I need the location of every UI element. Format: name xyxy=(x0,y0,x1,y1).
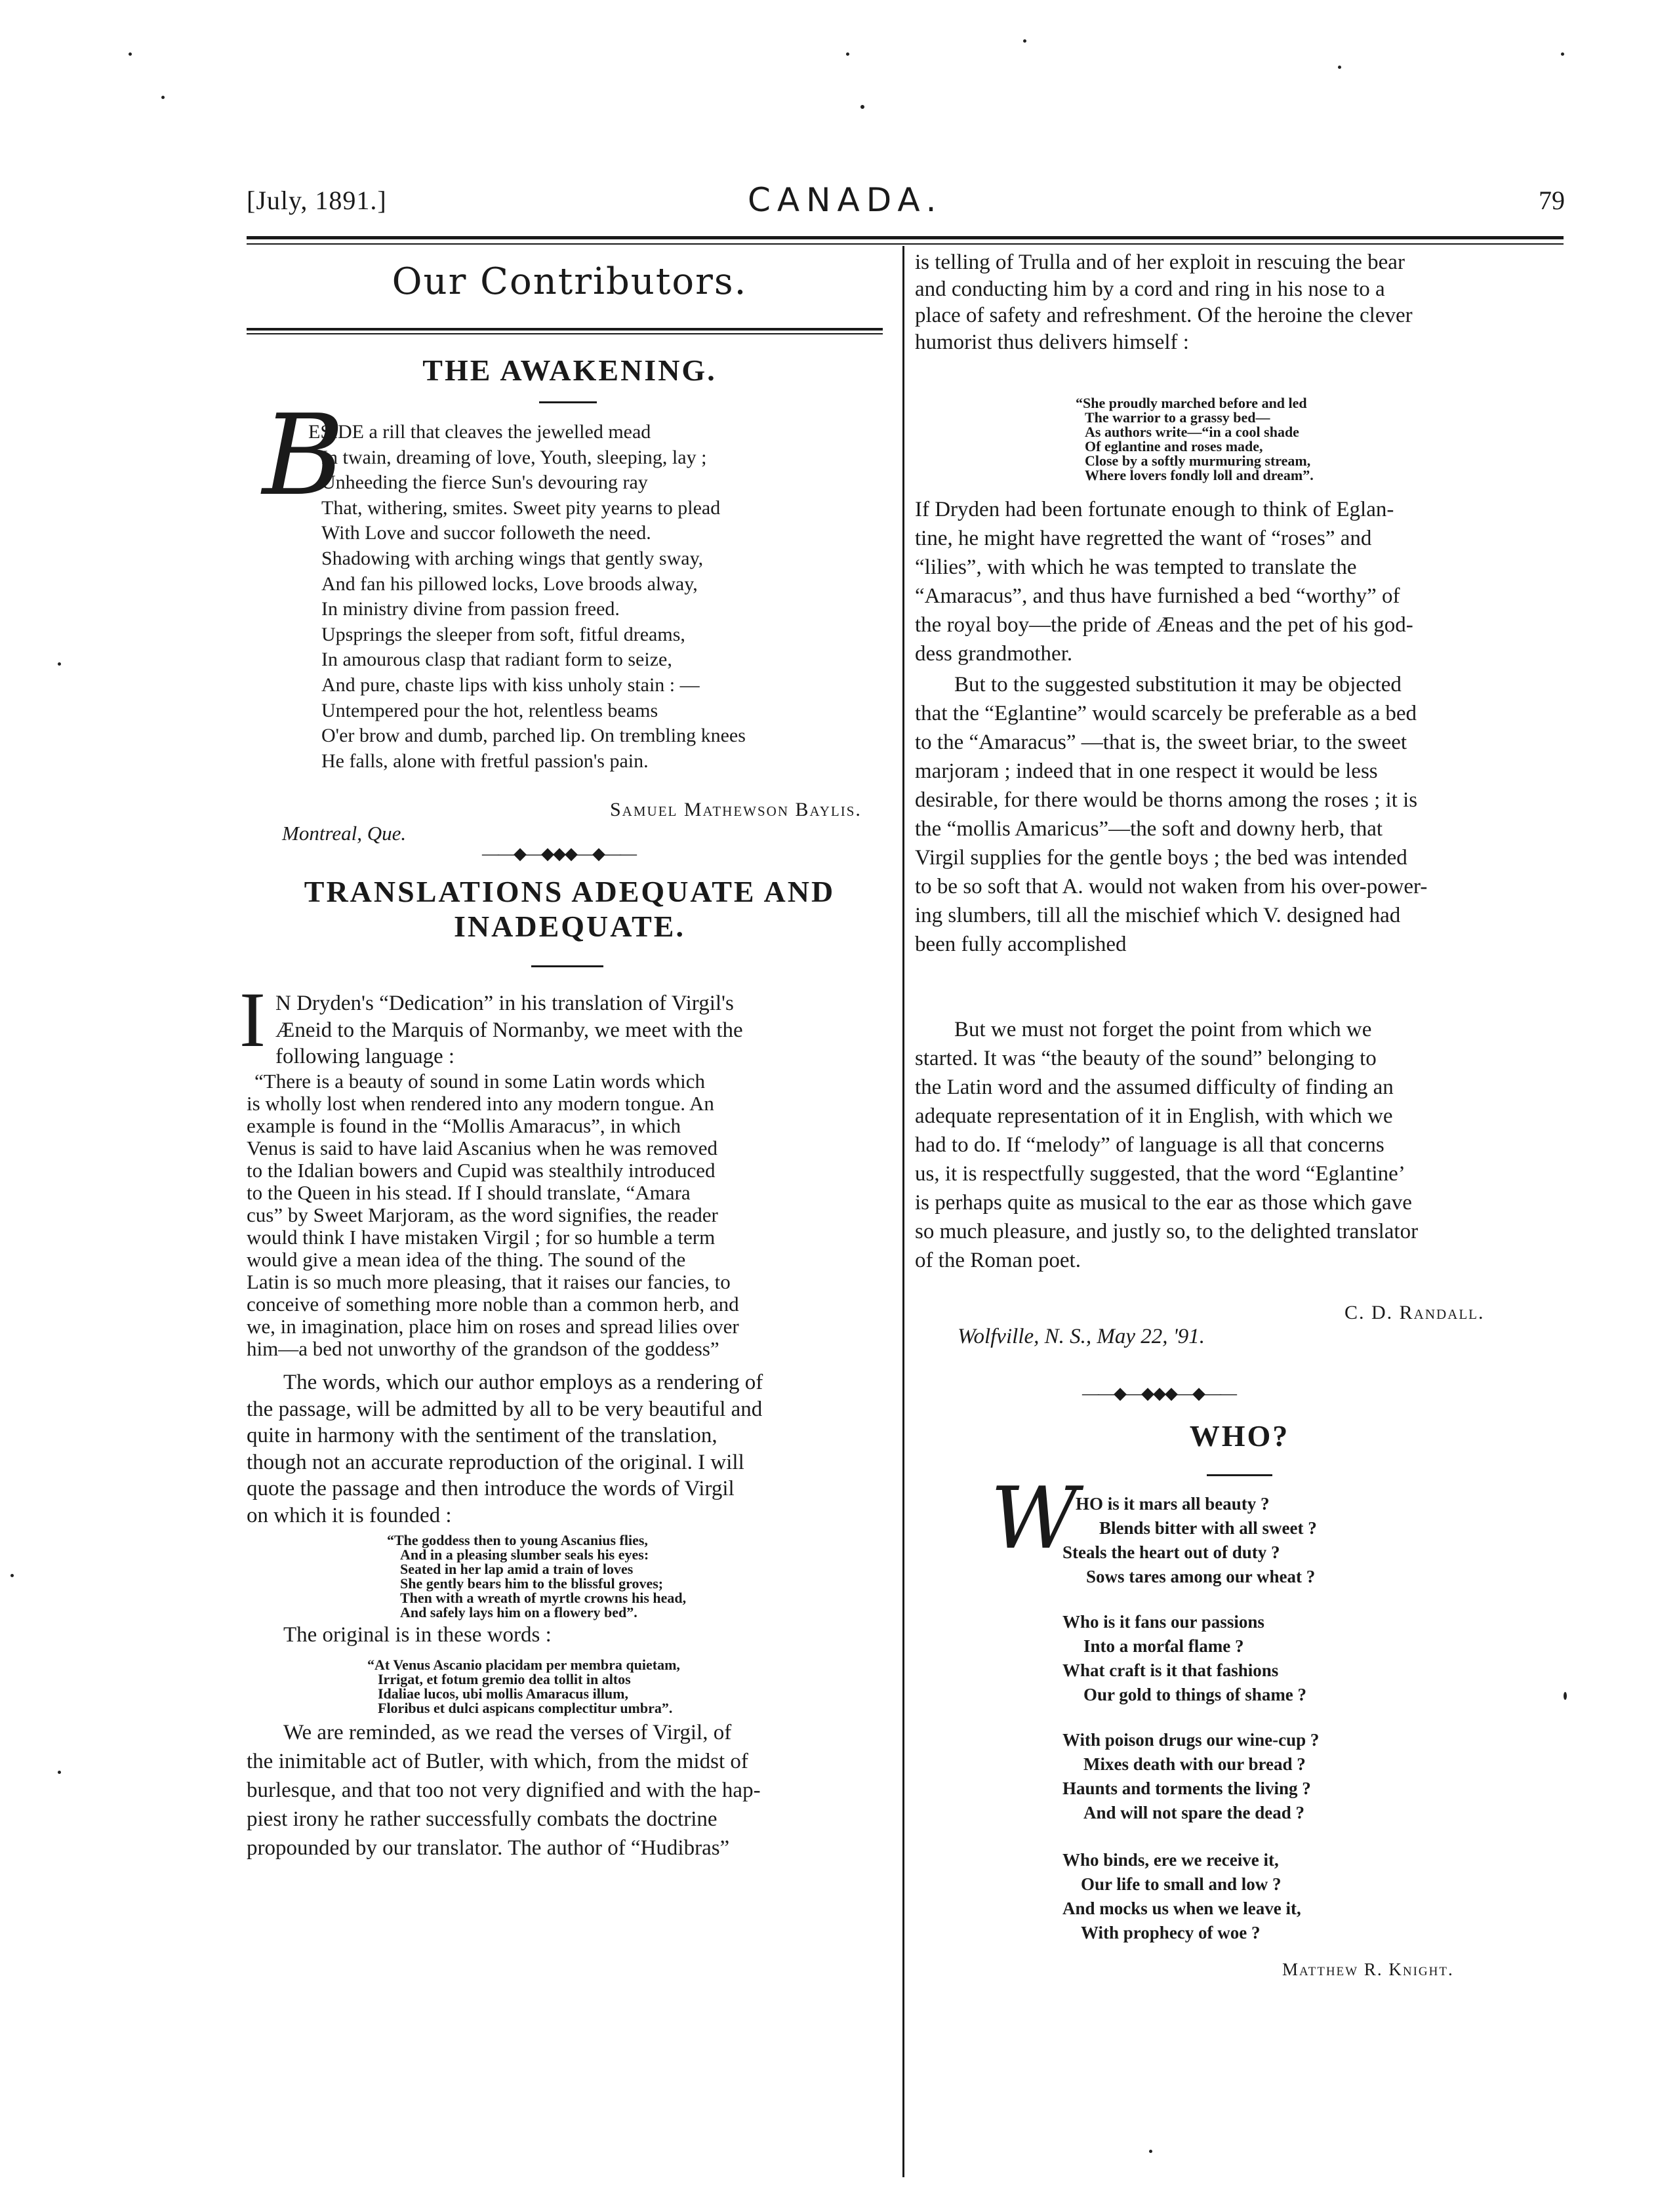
poem-line: Untempered pour the hot, relentless beams xyxy=(321,699,658,721)
article-dropcap: I xyxy=(239,976,266,1063)
scan-speck xyxy=(1338,66,1341,69)
text-line: is telling of Trulla and of her exploit in rescuing the bear xyxy=(915,251,1405,274)
text-line: Latin is so much more pleasing, that it raises our fancies, to xyxy=(247,1270,731,1293)
article-paragraph xyxy=(247,1718,893,1862)
verse-line: The warrior to a grassy bed— xyxy=(1085,409,1270,426)
article-place: Wolfville, N. S., May 22, '91. xyxy=(958,1325,1205,1348)
scan-speck xyxy=(58,662,61,666)
scan-speck xyxy=(161,96,165,99)
header-rule-thin xyxy=(247,243,1564,245)
text-line: the inimitable act of Butler, with which, from the midst of xyxy=(247,1750,748,1773)
text-line: conceive of something more noble than a common herb, and xyxy=(247,1293,739,1316)
poem-line: O'er brow and dumb, parched lip. On trembling knees xyxy=(321,725,746,747)
header-rule-thick xyxy=(247,236,1564,239)
text-line: the royal boy—the pride of Æneas and the pet of his god- xyxy=(915,613,1413,637)
text-line: to the “Amaracus” —that is, the sweet briar, to the sweet xyxy=(915,731,1407,754)
poem-line: And pure, chaste lips with kiss unholy stain : — xyxy=(321,674,700,696)
text-line: cus” by Sweet Marjoram, as the word signifies, the reader xyxy=(247,1203,718,1226)
text-line: so much pleasure, and justly so, to the delighted translator xyxy=(915,1220,1419,1243)
section-title: Our Contributors. xyxy=(392,260,748,303)
verse-line: As authors write—“in a cool shade xyxy=(1085,424,1299,440)
poem-line: Who is it fans our passions xyxy=(1062,1612,1264,1632)
text-line: humorist thus delivers himself : xyxy=(915,330,1189,354)
verse-line: Close by a softly murmuring stream, xyxy=(1085,452,1311,469)
text-line: burlesque, and that too not very dignified and with the hap- xyxy=(247,1779,761,1802)
text-line: dess grandmother. xyxy=(915,642,1073,666)
who-poem xyxy=(1062,1848,1456,1945)
verse-line: Irrigat, et fotum gremio dea tollit in altos xyxy=(378,1671,631,1687)
poem-line: And will not spare the dead ? xyxy=(1083,1803,1305,1822)
text-line: would give a mean idea of the thing. The sound of the xyxy=(247,1248,686,1271)
text-line: that the “Eglantine” would scarcely be preferable as a bed xyxy=(915,702,1417,725)
text-line: propounded by our translator. The author of “Hudibras” xyxy=(247,1836,730,1860)
text-line: piest irony he rather successfully combats the doctrine xyxy=(247,1807,717,1831)
dryden-quote xyxy=(247,1070,893,1360)
poem-line: Upsprings the sleeper from soft, fitful dreams, xyxy=(321,623,685,645)
dryden-verse xyxy=(387,1533,846,1620)
text-line: on which it is founded : xyxy=(247,1503,452,1527)
text-line: marjoram ; indeed that in one respect it would be less xyxy=(915,759,1378,783)
who-poem xyxy=(1062,1610,1456,1707)
scan-speck xyxy=(1561,52,1564,56)
text-line: If Dryden had been fortunate enough to think of Eglan- xyxy=(915,498,1394,521)
original-intro: The original is in these words : xyxy=(283,1623,552,1647)
section-title-rule xyxy=(247,328,883,331)
poem-dropcap: W xyxy=(990,1468,1078,1568)
text-line: of the Roman poet. xyxy=(915,1249,1081,1272)
poem-line: He falls, alone with fretful passion's pain. xyxy=(321,750,649,772)
poem-line: Shadowing with arching wings that gently sway, xyxy=(321,547,704,569)
text-line: tine, he might have regretted the want of “roses” and xyxy=(915,527,1372,550)
poem-line: In twain, dreaming of love, Youth, sleeping, lay ; xyxy=(321,446,707,468)
verse-line: She gently bears him to the blissful groves; xyxy=(400,1575,664,1592)
poem-line: And fan his pillowed locks, Love broods alway, xyxy=(321,573,698,595)
text-line: the Latin word and the assumed difficulty of finding an xyxy=(915,1076,1394,1099)
text-line: quite in harmony with the sentiment of the translation, xyxy=(247,1424,717,1447)
poem-title: THE AWAKENING. xyxy=(422,353,717,387)
text-line: been fully accomplished xyxy=(915,933,1127,956)
section-title-rule-thin xyxy=(247,333,883,334)
verse-line: Where lovers fondly loll and dream”. xyxy=(1085,467,1314,483)
poem-line: In ministry divine from passion freed. xyxy=(321,598,620,620)
text-line: would think I have mistaken Virgil ; for so humble a term xyxy=(247,1226,716,1249)
poem-line: What craft is it that fashions xyxy=(1062,1660,1279,1680)
poem-line: Sows tares among our wheat ? xyxy=(1086,1567,1316,1586)
poem-line: Who binds, ere we receive it, xyxy=(1062,1850,1279,1870)
who-poem xyxy=(1062,1492,1469,1589)
text-line: had to do. If “melody” of language is all that concerns xyxy=(915,1133,1384,1157)
poem-line: Our life to small and low ? xyxy=(1081,1874,1282,1894)
text-line: Æneid to the Marquis of Normanby, we meet with the xyxy=(275,1018,743,1042)
poem-dropcap: B xyxy=(262,391,344,521)
who-poem xyxy=(1062,1728,1456,1825)
poem-line: With poison drugs our wine-cup ? xyxy=(1062,1730,1320,1750)
verse-line: “She proudly marched before and led xyxy=(1076,395,1307,411)
poem-line: With prophecy of woe ? xyxy=(1081,1923,1261,1942)
text-line: But we must not forget the point from which we xyxy=(954,1018,1372,1041)
scan-speck xyxy=(846,52,849,56)
text-line: The words, which our author employs as a rendering of xyxy=(283,1371,763,1394)
text-line: N Dryden's “Dedication” in his translation of Virgil's xyxy=(275,992,734,1015)
poem-line: That, withering, smites. Sweet pity yearns to plead xyxy=(321,496,721,519)
text-line: desirable, for there would be thorns among the roses ; it is xyxy=(915,788,1418,812)
poem-line: And mocks us when we leave it, xyxy=(1062,1899,1301,1918)
verse-line: Seated in her lap amid a train of loves xyxy=(400,1561,634,1577)
scan-speck xyxy=(860,105,864,109)
text-line: we, in imagination, place him on roses and spread lilies over xyxy=(247,1315,739,1338)
title-underline xyxy=(539,401,597,403)
verse-line: Floribus et dulci aspicans complectitur umbra”. xyxy=(378,1700,673,1716)
poem-line: With Love and succor followeth the need. xyxy=(321,522,651,544)
section-ornament: ——◆—◆◆◆—◆—— xyxy=(482,844,636,863)
poem-line: Unheeding the fierce Sun's devouring ray xyxy=(321,472,648,494)
article-title-line1: TRANSLATIONS ADEQUATE AND xyxy=(304,875,836,908)
virgil-verse xyxy=(367,1658,839,1716)
issue-date: [July, 1891.] xyxy=(247,186,387,215)
poem-line: In amourous clasp that radiant form to seize, xyxy=(321,649,672,671)
verse-line: “At Venus Ascanio placidam per membra quietam, xyxy=(367,1657,680,1673)
verse-line: “The goddess then to young Ascanius flies, xyxy=(387,1532,648,1548)
text-line: example is found in the “Mollis Amaracus”, in which xyxy=(247,1114,681,1137)
text-line: “Amaracus”, and thus have furnished a bed “worthy” of xyxy=(915,584,1400,608)
text-line: following language : xyxy=(275,1045,455,1068)
text-line: the passage, will be admitted by all to be very beautiful and xyxy=(247,1397,763,1421)
text-line: is perhaps quite as musical to the ear as those which gave xyxy=(915,1191,1412,1215)
poem-author: Samuel Mathewson Baylis. xyxy=(610,799,862,820)
text-line: him—a bed not unworthy of the grandson of the goddess” xyxy=(247,1337,719,1360)
verse-line: Idaliae lucos, ubi mollis Amaracus illum, xyxy=(378,1685,628,1702)
text-line: to be so soft that A. would not waken from his over-power- xyxy=(915,875,1428,898)
column-divider xyxy=(902,246,904,2177)
text-line: ing slumbers, till all the mischief which V. designed had xyxy=(915,904,1401,927)
poem-place: Montreal, Que. xyxy=(282,822,407,845)
poem-author: Matthew R. Knight. xyxy=(1282,1960,1454,1979)
scan-speck xyxy=(10,1574,14,1577)
scan-speck xyxy=(1023,39,1026,43)
poem-line: ESIDE a rill that cleaves the jewelled mead xyxy=(308,421,651,443)
section-ornament: ——◆—◆◆◆—◆—— xyxy=(1082,1384,1236,1403)
verse-line: And in a pleasing slumber seals his eyes: xyxy=(400,1546,649,1563)
title-underline xyxy=(1207,1474,1272,1476)
text-line: adequate representation of it in English, with which we xyxy=(915,1104,1393,1128)
poem-line: Our gold to things of shame ? xyxy=(1083,1685,1307,1704)
text-line: “lilies”, with which he was tempted to translate the xyxy=(915,555,1357,579)
hudibras-verse xyxy=(1076,396,1502,483)
verse-line: Then with a wreath of myrtle crowns his head, xyxy=(400,1590,687,1606)
poem-line: Blends bitter with all sweet ? xyxy=(1099,1518,1317,1538)
page-number: 79 xyxy=(1539,186,1565,215)
title-underline xyxy=(531,965,603,967)
text-line: is wholly lost when rendered into any modern tongue. An xyxy=(247,1092,714,1115)
article-paragraph xyxy=(915,1015,1564,1275)
poem-line: Mixes death with our bread ? xyxy=(1083,1754,1306,1774)
verse-line: And safely lays him on a flowery bed”. xyxy=(400,1604,637,1620)
text-line: quote the passage and then introduce the words of Virgil xyxy=(247,1477,735,1500)
text-line: We are reminded, as we read the verses of Virgil, of xyxy=(283,1721,732,1744)
verse-line: Of eglantine and roses made, xyxy=(1085,438,1263,454)
scan-speck xyxy=(1564,1692,1567,1700)
text-line: started. It was “the beauty of the sound” belonging to xyxy=(915,1047,1377,1070)
article-title-line2: INADEQUATE. xyxy=(454,910,685,943)
text-line: and conducting him by a cord and ring in his nose to a xyxy=(915,277,1385,301)
text-line: to the Queen in his stead. If I should translate, “Amara xyxy=(247,1181,691,1204)
text-line: Virgil supplies for the gentle boys ; the bed was intended xyxy=(915,846,1407,870)
poem-line: Into a mortal flame ? xyxy=(1083,1636,1244,1656)
article-paragraph xyxy=(915,249,1564,355)
text-line: us, it is respectfully suggested, that the word “Eglantine’ xyxy=(915,1162,1405,1186)
masthead: CANADA. xyxy=(748,181,943,219)
article-paragraph xyxy=(915,670,1564,959)
text-line: though not an accurate reproduction of the original. I will xyxy=(247,1450,744,1474)
text-line: “There is a beauty of sound in some Latin words which xyxy=(254,1070,705,1093)
scan-speck xyxy=(58,1771,61,1774)
article-paragraph xyxy=(247,1369,893,1529)
article-paragraph xyxy=(275,990,889,1070)
text-line: Venus is said to have laid Ascanius when he was removed xyxy=(247,1136,718,1159)
poem-line: HO is it mars all beauty ? xyxy=(1076,1494,1270,1514)
scan-speck xyxy=(129,52,132,56)
poem-title: WHO? xyxy=(1189,1419,1290,1453)
article-paragraph xyxy=(915,495,1564,668)
poem-body xyxy=(308,420,892,774)
poem-line: Haunts and torments the living ? xyxy=(1062,1779,1311,1798)
poem-line: Steals the heart out of duty ? xyxy=(1062,1542,1280,1562)
article-author: C. D. Randall. xyxy=(1344,1302,1485,1323)
text-line: place of safety and refreshment. Of the heroine the clever xyxy=(915,304,1413,327)
scan-speck xyxy=(1149,2150,1152,2153)
text-line: the “mollis Amaricus”—the soft and downy herb, that xyxy=(915,817,1383,841)
text-line: But to the suggested substitution it may be objected xyxy=(954,673,1402,696)
text-line: to the Idalian bowers and Cupid was stealthily introduced xyxy=(247,1159,716,1182)
